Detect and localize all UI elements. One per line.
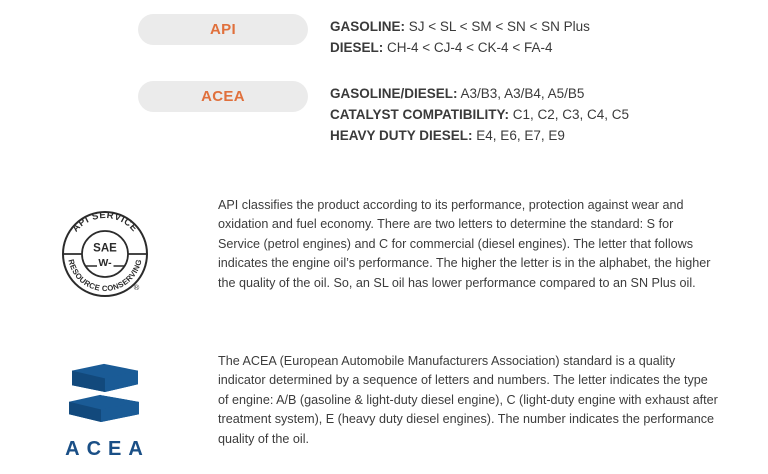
api-service-seal-icon (55, 204, 155, 304)
standard-line (330, 16, 590, 37)
acea-blocks-icon (65, 360, 143, 424)
standard-line-label: GASOLINE: (330, 19, 406, 34)
api-description-paragraph: API classifies the product according to its performance, protection against wear and oxidation and fuel economy. There are two letters to determine the standard: S for Service (petrol engines) and C for commercial (diesel engines). The letter that follows indicates the engine oil’s performance. The higher the letter is in the alphabet, the higher the quality of the oil. So, an SL oil has lower performance compared to an SN Plus oil. (218, 198, 711, 290)
standard-row-acea (0, 58, 768, 146)
acea-text-column (218, 352, 718, 449)
svg-text:®: ® (133, 283, 140, 292)
svg-text:API SERVICE: API SERVICE (70, 209, 140, 235)
svg-text:SAE: SAE (93, 242, 117, 255)
standards-table (0, 0, 768, 146)
standard-line-label: CATALYST COMPATIBILITY: (330, 107, 509, 122)
standard-line (330, 125, 629, 146)
standard-line-value: E4, E6, E7, E9 (476, 128, 565, 143)
standard-line-label: DIESEL: (330, 40, 384, 55)
svg-text:W-: W- (98, 257, 112, 269)
svg-text:RESOURCE CONSERVING: RESOURCE CONSERVING (66, 258, 144, 294)
standard-line-value: A3/B3, A3/B4, A5/B5 (460, 86, 585, 101)
badge-acea: ACEA (138, 81, 308, 112)
standard-line-label: GASOLINE/DIESEL: (330, 86, 458, 101)
standard-row-api (0, 0, 768, 58)
standard-line (330, 104, 629, 125)
standard-values-api (330, 14, 590, 58)
standard-values-acea (330, 81, 629, 146)
api-text-column (218, 196, 718, 293)
explanation-block-acea (0, 352, 768, 461)
badge-api: API (138, 14, 308, 45)
standard-line-value: CH-4 < CJ-4 < CK-4 < FA-4 (387, 40, 553, 55)
acea-description-paragraph: The ACEA (European Automobile Manufacturers Association) standard is a quality indicator determined by a sequence of letters and numbers. The letter indicates the type of engine: A/B (gasoline & light-duty diesel engine), C (light-duty engine with exhaust after treatment system), E (heavy duty diesel engines). The number indicates the performance quality of the oil. (218, 354, 718, 446)
standard-line-value: SJ < SL < SM < SN < SN Plus (408, 19, 590, 34)
explanation-block-api (0, 196, 768, 304)
acea-logo-column (0, 352, 218, 461)
standard-line-value: C1, C2, C3, C4, C5 (512, 107, 630, 122)
standard-line (330, 83, 629, 104)
standard-line-label: HEAVY DUTY DIESEL: (330, 128, 473, 143)
standard-line (330, 37, 590, 58)
acea-logo (49, 360, 159, 461)
acea-wordmark: ACEA (65, 438, 150, 460)
api-logo-column (0, 196, 218, 304)
